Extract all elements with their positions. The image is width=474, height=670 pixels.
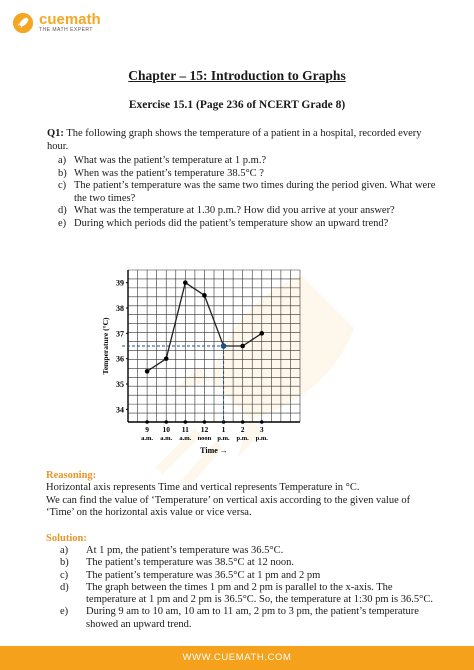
x-tick-label: 11: [181, 425, 189, 434]
brand-name: cuemath: [39, 11, 101, 28]
question-text: The following graph shows the temperature of a patient in a hospital, recorded every hour.: [47, 128, 422, 152]
x-tick-period: a.m.: [179, 435, 192, 442]
y-tick-label: 37: [116, 329, 124, 339]
question-part: c) The patient’s temperature was the same two times during the period given. What were the two times?: [58, 180, 436, 204]
y-tick-label: 35: [116, 380, 124, 389]
question-label: Q1:: [47, 128, 64, 139]
x-tick-period: p.m.: [217, 435, 230, 442]
reasoning-text: [46, 482, 436, 520]
data-point: [183, 280, 188, 285]
y-tick-label: 34: [116, 405, 124, 415]
x-tick-label: 2: [240, 425, 245, 434]
y-axis-label: Temperature (°C): [101, 317, 110, 375]
y-tick-label: 36: [116, 354, 124, 364]
x-tick-period: p.m.: [236, 435, 249, 442]
question-part: e) During which periods did the patient’s temperature show an upward trend?: [58, 217, 389, 229]
question-part: d) What was the temperature at 1.30 p.m.? How did you arrive at your answer?: [58, 205, 395, 216]
x-tick-label: 9: [145, 425, 149, 434]
solution-item: d) The graph between the times 1 pm and 2 pm is parallel to the x-axis. The temperature at 1 pm and 2 pm is 36.5°C. So, the temperature at 1:30 pm is 36.5°C.: [60, 581, 433, 606]
x-tick-dot: [164, 420, 168, 424]
solution-item: c) The patient’s temperature was 36.5°C at 1 pm and 2 pm: [60, 569, 321, 581]
data-point: [240, 344, 245, 349]
temperature-graph: [100, 262, 310, 462]
brand-tagline: THE MATH EXPERT: [39, 27, 93, 33]
chapter-title: Chapter – 15: Introduction to Graphs: [128, 68, 346, 83]
x-tick-dot: [145, 420, 149, 424]
solution-item: e) During 9 am to 10 am, 10 am to 11 am, 2 pm to 3 pm, the patient’s temperature showed an upward trend.: [60, 606, 419, 630]
x-tick-label: 1: [221, 425, 226, 434]
reasoning-line: Horizontal axis represents Time and vertical represents Temperature in °C.: [46, 482, 360, 493]
question-part: a) What was the patient’s temperature at 1 p.m.?: [58, 155, 267, 166]
data-point: [221, 343, 227, 349]
reasoning-title: Reasoning:: [46, 470, 97, 481]
x-tick-label: 10: [162, 425, 170, 434]
x-tick-dot: [241, 420, 245, 424]
x-tick-period: a.m.: [160, 435, 173, 442]
y-tick-label: 38: [116, 304, 124, 313]
x-tick-dot: [184, 420, 188, 424]
x-tick-label: 3: [259, 425, 264, 434]
x-tick-dot: [203, 420, 207, 424]
solution-list: [60, 545, 440, 631]
data-point: [145, 369, 150, 374]
reasoning-line: We can find the value of ‘Temperature’ on vertical axis according to the given value of ‘Time’ on the horizontal axis value or vice versa.: [46, 494, 411, 518]
data-point: [164, 356, 169, 361]
y-tick-label: 39: [116, 278, 124, 288]
question-parts: [58, 155, 438, 230]
rocket-icon: [12, 12, 34, 34]
x-tick-label: 12: [200, 425, 209, 434]
x-axis-label: Time →: [200, 446, 228, 455]
exercise-heading: Exercise 15.1 (Page 236 of NCERT Grade 8): [128, 99, 346, 111]
x-tick-period: p.m.: [255, 435, 268, 442]
x-tick-period: a.m.: [141, 435, 154, 442]
question-1: [47, 128, 437, 153]
question-part: b) When was the patient’s temperature 38.5°C ?: [58, 167, 264, 179]
cuemath-logo[interactable]: [12, 12, 101, 34]
solution-item: b) The patient’s temperature was 38.5°C at 12 noon.: [60, 557, 295, 569]
solution-item: a) At 1 pm, the patient’s temperature was 36.5°C.: [60, 545, 284, 556]
footer-url[interactable]: WWW.CUEMATH.COM: [182, 652, 292, 663]
x-tick-period: noon: [197, 435, 212, 442]
data-point: [202, 293, 207, 298]
solution-title: Solution:: [46, 533, 87, 544]
data-point: [259, 331, 264, 336]
x-tick-dot: [260, 420, 264, 424]
